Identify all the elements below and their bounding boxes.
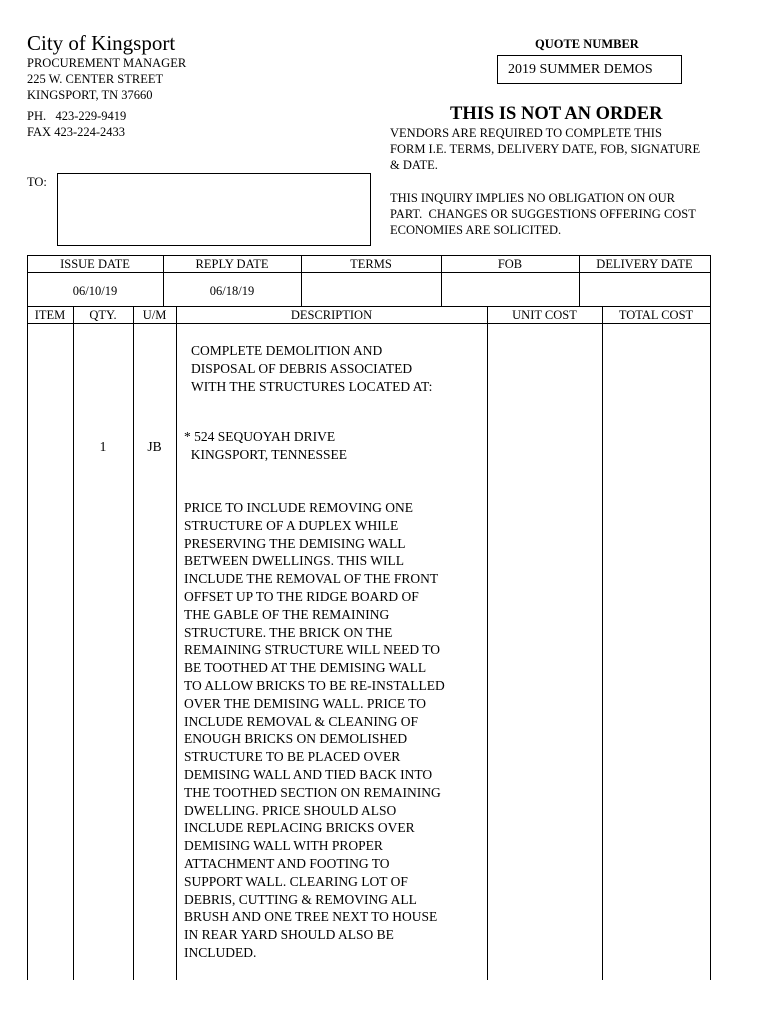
city-name: City of Kingsport <box>27 31 176 55</box>
reply-date-value: 06/18/19 <box>209 284 255 298</box>
issue-date-header: ISSUE DATE <box>60 257 130 271</box>
quote-number-label: QUOTE NUMBER <box>535 37 639 51</box>
fob-header: FOB <box>497 257 523 271</box>
table-border <box>133 306 134 980</box>
table-border <box>27 272 711 273</box>
delivery-date-header: DELIVERY DATE <box>596 257 693 271</box>
total-cost-header: TOTAL COST <box>618 308 694 322</box>
phone-number: PH. 423-229-9419 <box>27 109 127 123</box>
issue-date-value: 06/10/19 <box>72 284 118 298</box>
reply-date-header: REPLY DATE <box>195 257 269 271</box>
table-border <box>73 306 74 980</box>
notice-line: ECONOMIES ARE SOLICITED. <box>390 223 562 237</box>
unit-cost-header: UNIT COST <box>512 308 577 322</box>
quote-number-value: 2019 SUMMER DEMOS <box>497 55 682 84</box>
description-header: DESCRIPTION <box>290 308 373 322</box>
to-label: TO: <box>27 175 47 189</box>
um-value: JB <box>147 439 162 454</box>
notice-line: FORM I.E. TERMS, DELIVERY DATE, FOB, SIGNATURE <box>390 142 701 156</box>
description-address: * 524 SEQUOYAH DRIVE KINGSPORT, TENNESSEE <box>184 429 347 462</box>
street-address: 225 W. CENTER STREET <box>27 72 164 86</box>
table-border <box>176 306 177 980</box>
notice-line: & DATE. <box>390 158 438 172</box>
qty-value: 1 <box>99 439 107 454</box>
table-border <box>27 323 711 324</box>
qty-header: QTY. <box>89 308 117 322</box>
item-header: ITEM <box>34 308 66 322</box>
terms-header: TERMS <box>350 257 392 271</box>
table-border <box>27 306 711 307</box>
notice-line: THIS INQUIRY IMPLIES NO OBLIGATION ON OUR <box>390 191 675 205</box>
table-border <box>27 255 28 980</box>
to-address-box[interactable] <box>57 173 371 246</box>
table-border <box>27 255 711 256</box>
dept-name: PROCUREMENT MANAGER <box>27 56 187 70</box>
not-an-order-title: THIS IS NOT AN ORDER <box>450 104 663 124</box>
description-scope: PRICE TO INCLUDE REMOVING ONE STRUCTURE OF A DUPLEX WHILE PRESERVING THE DEMISING WALL BETWEEN DWELLINGS. THIS WILL INCLUDE THE REMOVAL OF THE FRONT OFFSET UP TO THE RIDGE BOARD OF THE GABLE OF THE REMAINING STRUCTURE. THE BRICK ON THE REMAINING STRUCTURE WILL NEED TO BE TOOTHED AT THE DEMISING WALL TO ALLOW BRICKS TO BE RE-INSTALLED OVER THE DEMISING WALL. PRICE TO INCLUDE REMOVAL & CLEANING OF ENOUGH BRICKS ON DEMOLISHED STRUCTURE TO BE PLACED OVER DEMISING WALL AND TIED BACK INTO THE TOOTHED SECTION ON REMAINING DWELLING. PRICE SHOULD ALSO INCLUDE REPLACING BRICKS OVER DEMISING WALL WITH PROPER ATTACHMENT AND FOOTING TO SUPPORT WALL. CLEARING LOT OF DEBRIS, CUTTING & REMOVING ALL BRUSH AND ONE TREE NEXT TO HOUSE IN REAR YARD SHOULD ALSO BE INCLUDED. <box>184 500 445 960</box>
um-header: U/M <box>142 308 167 322</box>
table-border <box>602 306 603 980</box>
fax-number: FAX 423-224-2433 <box>27 125 126 139</box>
table-border <box>487 306 488 980</box>
city-state-zip: KINGSPORT, TN 37660 <box>27 88 153 102</box>
description-intro: COMPLETE DEMOLITION AND DISPOSAL OF DEBRIS ASSOCIATED WITH THE STRUCTURES LOCATED AT: <box>191 343 433 394</box>
notice-line: VENDORS ARE REQUIRED TO COMPLETE THIS <box>390 126 662 140</box>
table-border <box>710 255 711 980</box>
notice-line: PART. CHANGES OR SUGGESTIONS OFFERING COST <box>390 207 696 221</box>
